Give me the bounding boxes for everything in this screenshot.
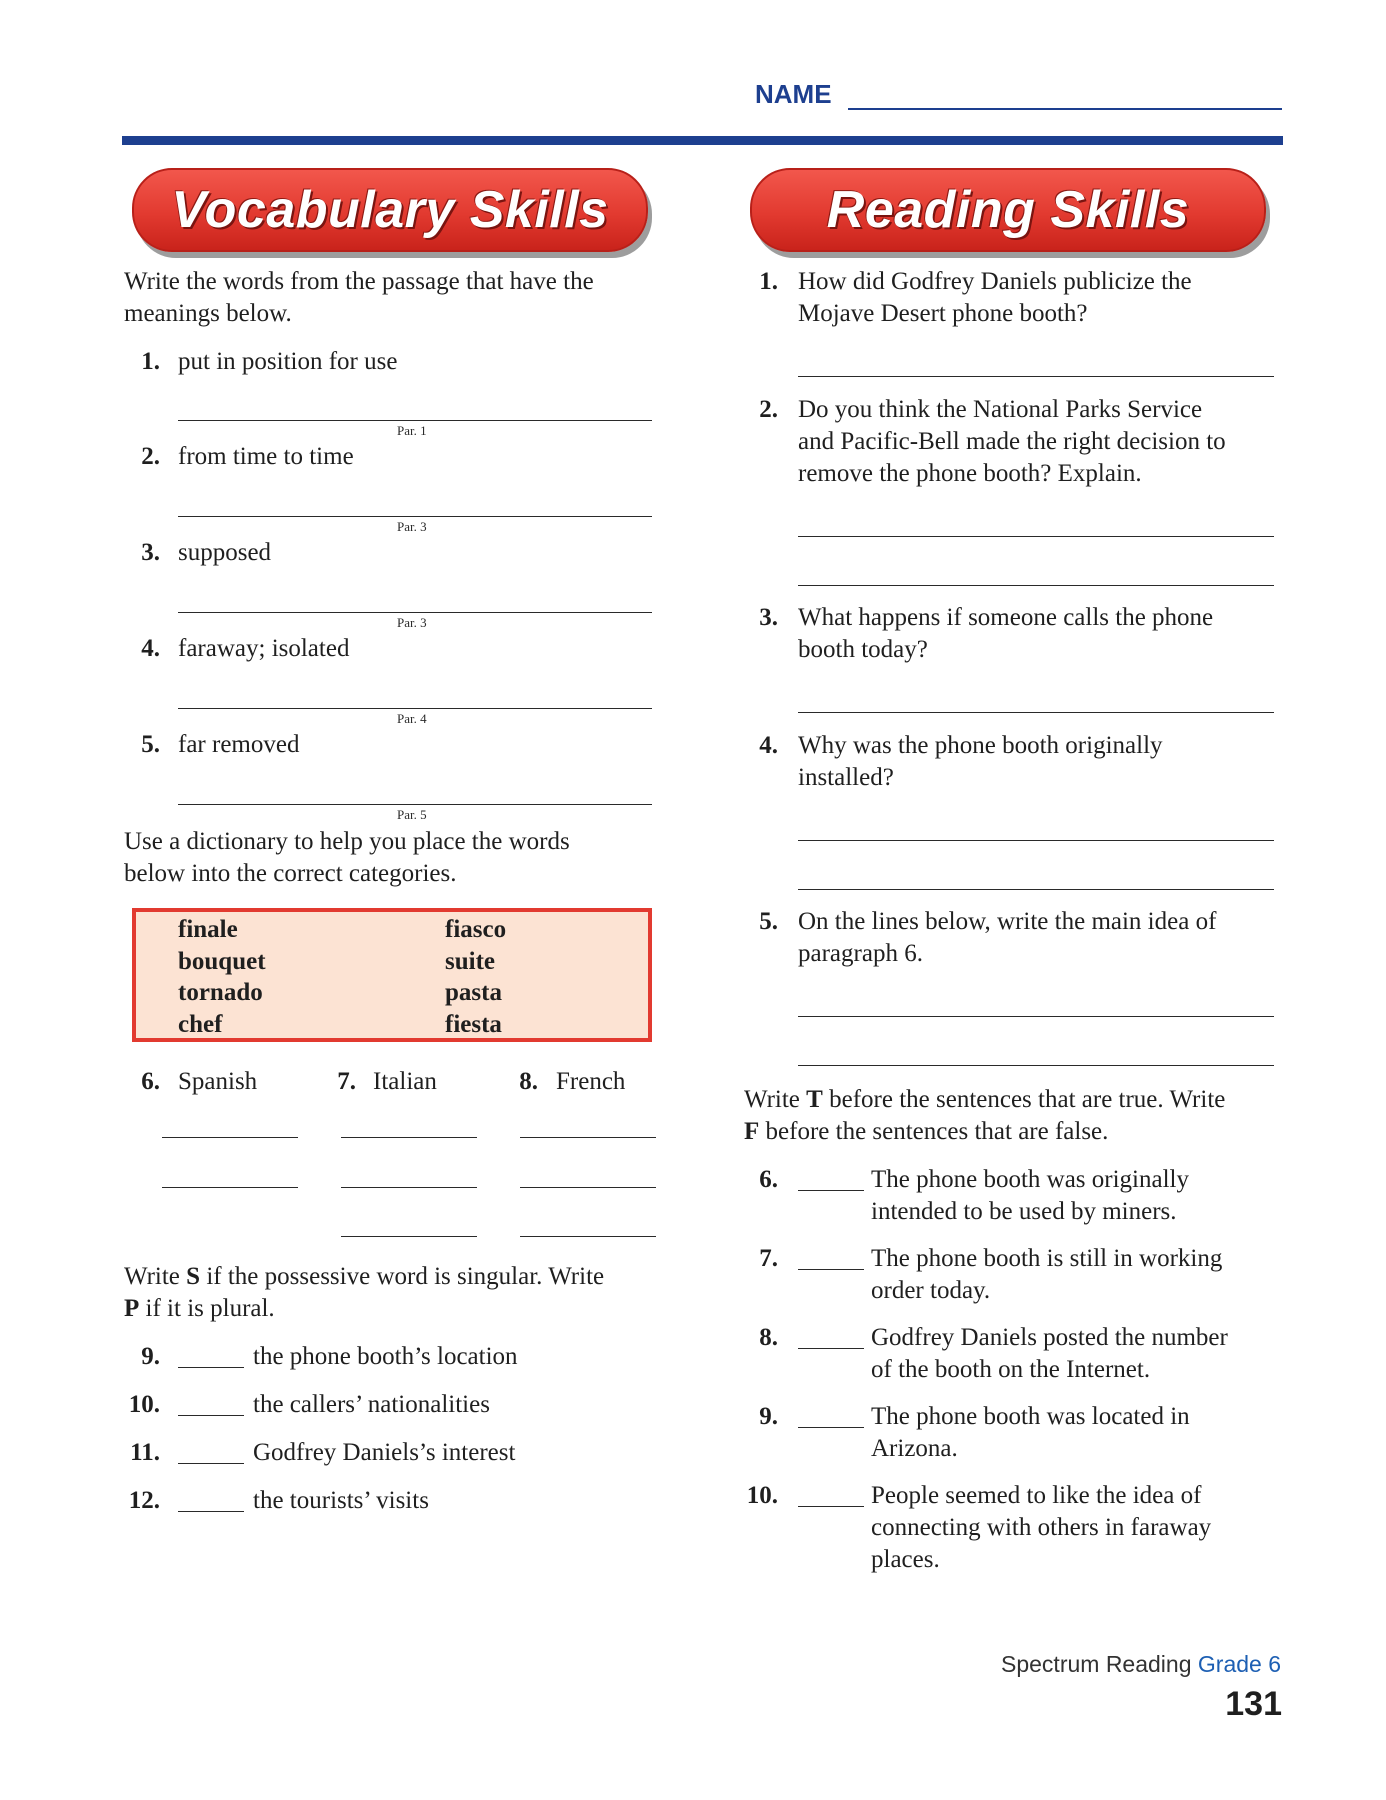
category-label-italian: Italian [373, 1068, 437, 1095]
reading-skills-title: Reading Skills [826, 181, 1190, 239]
name-line[interactable] [848, 108, 1282, 110]
question-text: Do you think the National Parks Service [798, 396, 1203, 423]
question-number: 3. [759, 604, 778, 631]
tf-answer-blank[interactable] [798, 1190, 864, 1191]
french-answer-line[interactable] [520, 1137, 656, 1138]
tf-item-text: intended to be used by miners. [871, 1198, 1177, 1225]
grade-label: Grade 6 [1197, 1651, 1281, 1677]
vocab-item-number: 2. [141, 443, 160, 470]
tf-item-number: 8. [759, 1324, 778, 1351]
question-text: installed? [798, 764, 894, 791]
question-number: 5. [759, 908, 778, 935]
possessive-item-number: 9. [141, 1343, 160, 1370]
question-answer-line[interactable] [798, 536, 1274, 537]
possessive-answer-blank[interactable] [178, 1511, 244, 1512]
vocab-intro-line-2: meanings below. [124, 300, 292, 327]
possessive-item-number: 12. [128, 1487, 160, 1514]
tf-answer-blank[interactable] [798, 1427, 864, 1428]
vocab-item-text: from time to time [178, 443, 354, 470]
question-answer-line[interactable] [798, 889, 1274, 890]
tf-item-text: The phone booth is still in working [871, 1245, 1223, 1272]
question-text: What happens if someone calls the phone [798, 604, 1214, 631]
question-answer-line[interactable] [798, 585, 1274, 586]
paragraph-ref: Par. 5 [397, 807, 427, 822]
vocab-intro-line-1: Write the words from the passage that have the [124, 268, 594, 295]
spanish-answer-line[interactable] [162, 1187, 298, 1188]
dictionary-intro-line-1: Use a dictionary to help you place the words [124, 828, 570, 855]
vocab-item-number: 5. [141, 731, 160, 758]
dictionary-intro-line-2: below into the correct categories. [124, 860, 457, 887]
question-text: booth today? [798, 636, 928, 663]
category-number: 7. [337, 1068, 356, 1095]
tf-item-text: connecting with others in faraway [871, 1514, 1212, 1541]
word-bank-word: pasta [445, 979, 502, 1006]
tf-item-text: of the booth on the Internet. [871, 1356, 1151, 1383]
name-label: NAME [755, 79, 832, 109]
word-bank-word: chef [178, 1011, 223, 1038]
tf-item-text: The phone booth was originally [871, 1166, 1189, 1193]
possessive-item-text: the tourists’ visits [253, 1487, 429, 1514]
true-false-intro-line-2: F before the sentences that are false. [744, 1118, 1109, 1145]
tf-item-text: Godfrey Daniels posted the number [871, 1324, 1228, 1351]
tf-item-number: 6. [759, 1166, 778, 1193]
vocab-item-text: faraway; isolated [178, 635, 350, 662]
question-text: Mojave Desert phone booth? [798, 300, 1088, 327]
word-bank-word: suite [445, 948, 495, 975]
vocab-answer-line[interactable] [178, 612, 652, 613]
word-bank-word: fiesta [445, 1011, 502, 1038]
paragraph-ref: Par. 4 [397, 711, 427, 726]
word-bank-word: fiasco [445, 916, 507, 943]
word-bank-word: finale [178, 916, 238, 943]
word-bank-word: tornado [178, 979, 263, 1006]
question-answer-line[interactable] [798, 1016, 1274, 1017]
true-false-intro-line-1: Write T before the sentences that are true. Write [744, 1086, 1226, 1113]
word-bank-box [132, 908, 652, 1042]
page-number: 131 [1225, 1685, 1282, 1723]
category-number: 6. [141, 1068, 160, 1095]
question-text: Why was the phone booth originally [798, 732, 1163, 759]
question-number: 4. [759, 732, 778, 759]
vocab-item-text: far removed [178, 731, 300, 758]
question-text: paragraph 6. [798, 940, 923, 967]
possessive-answer-blank[interactable] [178, 1463, 244, 1464]
vocab-item-number: 3. [141, 539, 160, 566]
possessive-item-number: 11. [130, 1439, 160, 1466]
book-title: Spectrum Reading Grade 6 [1001, 1651, 1281, 1677]
question-text: and Pacific-Bell made the right decision to [798, 428, 1226, 455]
vocab-item-text: put in position for use [178, 348, 398, 375]
header-rule [122, 136, 1283, 145]
question-answer-line[interactable] [798, 840, 1274, 841]
tf-item-number: 9. [759, 1403, 778, 1430]
question-answer-line[interactable] [798, 376, 1274, 377]
tf-answer-blank[interactable] [798, 1269, 864, 1270]
tf-answer-blank[interactable] [798, 1348, 864, 1349]
italian-answer-line[interactable] [341, 1236, 477, 1237]
paragraph-ref: Par. 1 [397, 423, 427, 438]
possessive-item-text: the callers’ nationalities [253, 1391, 490, 1418]
vocab-item-text: supposed [178, 539, 272, 566]
spanish-answer-line[interactable] [162, 1137, 298, 1138]
question-text: How did Godfrey Daniels publicize the [798, 268, 1192, 295]
possessive-intro-line-2: P if it is plural. [124, 1295, 275, 1322]
paragraph-ref: Par. 3 [397, 519, 427, 534]
possessive-item-number: 10. [128, 1391, 160, 1418]
italian-answer-line[interactable] [341, 1187, 477, 1188]
question-text: remove the phone booth? Explain. [798, 460, 1142, 487]
vocab-answer-line[interactable] [178, 708, 652, 709]
question-answer-line[interactable] [798, 1065, 1274, 1066]
possessive-answer-blank[interactable] [178, 1367, 244, 1368]
reading-skills-banner [750, 168, 1266, 252]
tf-item-text: order today. [871, 1277, 991, 1304]
italian-answer-line[interactable] [341, 1137, 477, 1138]
tf-item-number: 10. [746, 1482, 778, 1509]
vocab-answer-line[interactable] [178, 420, 652, 421]
possessive-intro-line-1: Write S if the possessive word is singular. Write [124, 1263, 605, 1290]
tf-item-text: places. [871, 1546, 940, 1573]
possessive-item-text: Godfrey Daniels’s interest [253, 1439, 516, 1466]
possessive-item-text: the phone booth’s location [253, 1343, 518, 1370]
category-label-spanish: Spanish [178, 1068, 258, 1095]
tf-item-number: 7. [759, 1245, 778, 1272]
word-bank-word: bouquet [178, 948, 266, 975]
vocab-answer-line[interactable] [178, 804, 652, 805]
vocab-item-number: 4. [141, 635, 160, 662]
french-answer-line[interactable] [520, 1187, 656, 1188]
paragraph-ref: Par. 3 [397, 615, 427, 630]
question-answer-line[interactable] [798, 712, 1274, 713]
vocabulary-skills-title: Vocabulary Skills [171, 181, 609, 239]
question-text: On the lines below, write the main idea of [798, 908, 1217, 935]
tf-answer-blank[interactable] [798, 1506, 864, 1507]
question-number: 1. [759, 268, 778, 295]
category-label-french: French [556, 1068, 626, 1095]
question-number: 2. [759, 396, 778, 423]
vocab-item-number: 1. [141, 348, 160, 375]
tf-item-text: The phone booth was located in [871, 1403, 1190, 1430]
tf-item-text: Arizona. [871, 1435, 958, 1462]
vocabulary-skills-banner [132, 168, 648, 252]
category-number: 8. [519, 1068, 538, 1095]
possessive-answer-blank[interactable] [178, 1415, 244, 1416]
french-answer-line[interactable] [520, 1236, 656, 1237]
tf-item-text: People seemed to like the idea of [871, 1482, 1202, 1509]
vocab-answer-line[interactable] [178, 516, 652, 517]
